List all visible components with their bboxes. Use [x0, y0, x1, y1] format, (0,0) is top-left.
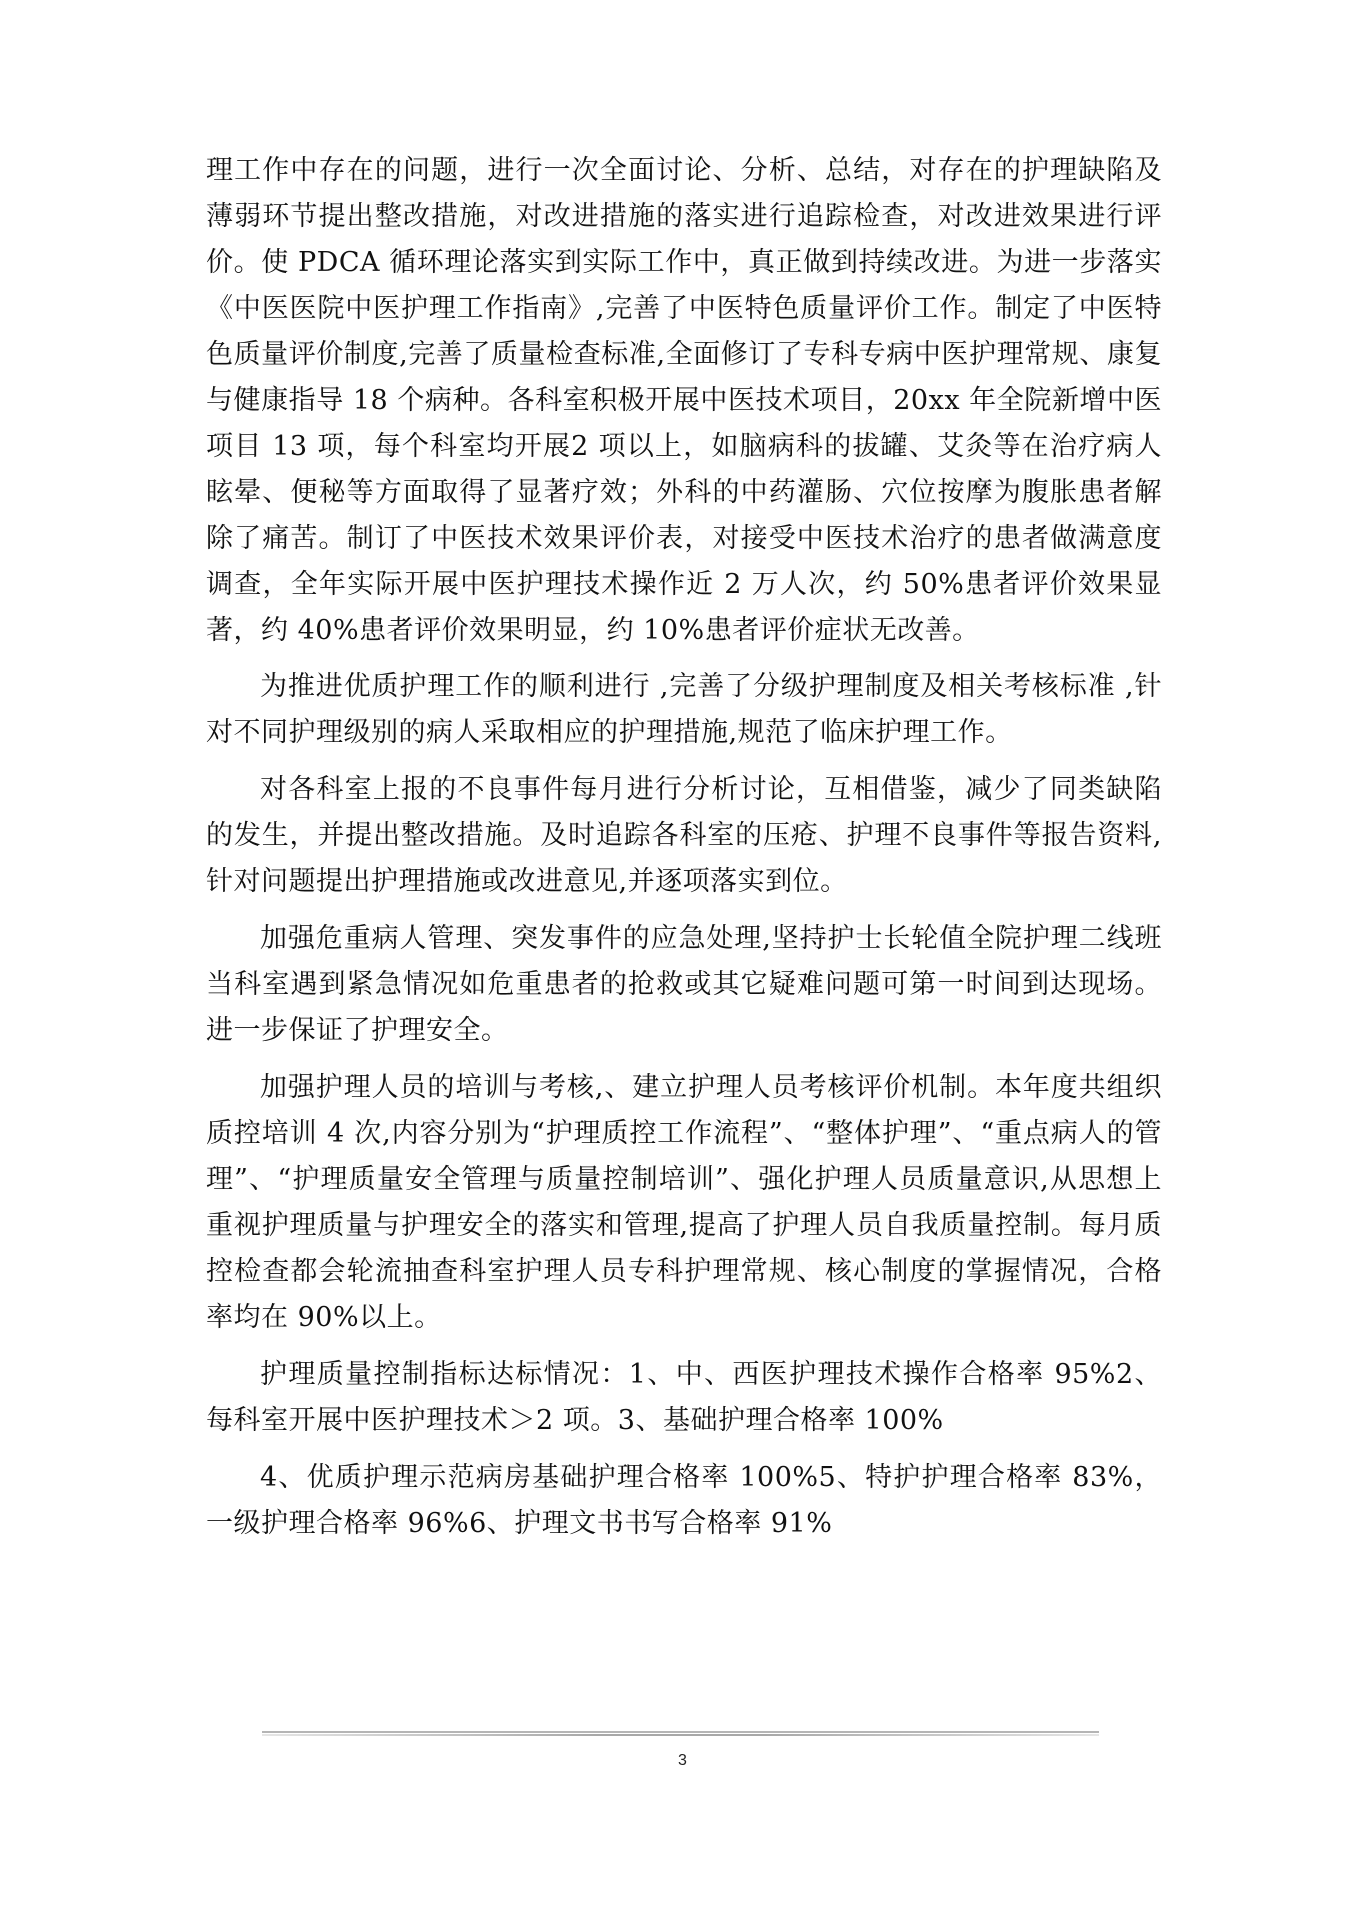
paragraph-quality-nursing: 为推进优质护理工作的顺利进行 ,完善了分级护理制度及相关考核标准 ,针对不同护理级别的病人采取相应的护理措施,规范了临床护理工作。: [206, 671, 1162, 748]
paragraph-critical-patients: 加强危重病人管理、突发事件的应急处理,坚持护士长轮值全院护理二线班当科室遇到紧急情况如危重患者的抢救或其它疑难问题可第一时间到达现场。进一步保证了护理安全。: [206, 923, 1162, 1046]
page-number: 3: [678, 1752, 687, 1769]
footer-divider-top-line: [262, 1731, 1099, 1733]
paragraph-indicators-continued: 4、优质护理示范病房基础护理合格率 100%5、特护护理合格率 83%，一级护理合格率 96%6、护理文书书写合格率 91%: [206, 1462, 1162, 1539]
paragraph-training: 加强护理人员的培训与考核,、建立护理人员考核评价机制。本年度共组织质控培训 4 次,内容分别为“护理质控工作流程”、“整体护理”、“重点病人的管理”、“护理质量安全管理与质量控制培训”、强化护理人员质量意识,从思想上重视护理质量与护理安全的落实和管理,提高了护理人员自我质量控制。每月质控检查都会轮流抽查科室护理人员专科护理常规、核心制度的掌握情况，合格率均在 90%以上。: [206, 1072, 1162, 1333]
paragraph-indicators: 护理质量控制指标达标情况：1、中、西医护理技术操作合格率 95%2、每科室开展中医护理技术＞2 项。3、基础护理合格率 100%: [206, 1359, 1162, 1436]
document-body: [206, 148, 1162, 1547]
paragraph-adverse-events: 对各科室上报的不良事件每月进行分析讨论，互相借鉴，减少了同类缺陷的发生，并提出整改措施。及时追踪各科室的压疮、护理不良事件等报告资料,针对问题提出护理措施或改进意见,并逐项落实到位。: [206, 774, 1162, 897]
paragraph-continued: 理工作中存在的问题，进行一次全面讨论、分析、总结，对存在的护理缺陷及薄弱环节提出整改措施，对改进措施的落实进行追踪检查，对改进效果进行评价。使 PDCA 循环理论落实到实际工作中，真正做到持续改进。为进一步落实《中医医院中医护理工作指南》,完善了中医特色质量评价工作。制定了中医特色质量评价制度,完善了质量检查标准,全面修订了专科专病中医护理常规、康复与健康指导 18 个病种。各科室积极开展中医技术项目，20xx 年全院新增中医项目 13 项，每个科室均开展2 项以上，如脑病科的拔罐、艾灸等在治疗病人眩晕、便秘等方面取得了显著疗效；外科的中药灌肠、穴位按摩为腹胀患者解除了痛苦。制订了中医技术效果评价表，对接受中医技术治疗的患者做满意度调查，全年实际开展中医护理技术操作近 2 万人次，约 50%患者评价效果显著，约 40%患者评价效果明显，约 10%患者评价症状无改善。: [206, 155, 1162, 646]
footer-divider: [262, 1731, 1099, 1737]
footer-divider-bottom-line: [262, 1734, 1099, 1736]
